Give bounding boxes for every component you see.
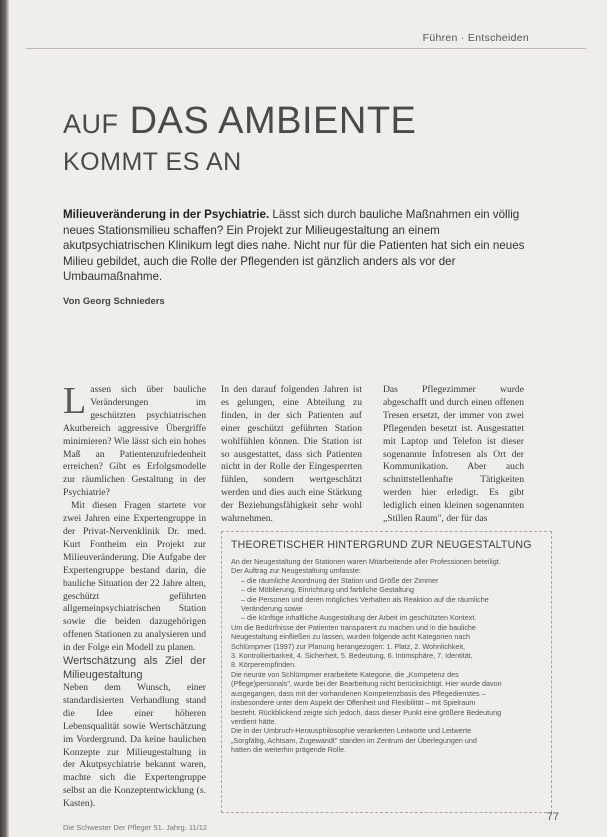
subheading: Wertschätzung als Ziel der Milieugestaltung [63, 655, 206, 681]
info-box-line: Um die Bedürfnisse der Patienten transparent zu machen und in die bauliche [231, 622, 476, 632]
info-box-line: Schlümpmer (1997) zur Planung herangezogen: 1. Platz, 2. Wohnlichkeit, [231, 641, 465, 651]
info-box-line: – die künftige inhaltliche Ausgestaltung der Arbeit im geschützten Kontext. [241, 613, 477, 623]
title-main: DAS AMBIENTE [129, 100, 417, 142]
info-box-line: Die neunte von Schlümpmer erarbeitete Kategorie, die „Kompetenz des [231, 669, 459, 679]
info-box-line: Neugestaltung einfließen zu lassen, wurden folgende acht Kategorien nach [231, 632, 470, 642]
info-box-line: Veränderung sowie [241, 604, 303, 614]
lead-text: Lässt sich durch bauliche Maßnahmen ein völlig neues Stationsmilieu schaffen? Ein Projekt zur Milieugestaltung an einem akutpsychiatrischen Klinikum legt dies nahe. Nicht nur für die Patienten hat sich ein neues Milieu gebildet, auch die Rolle der Pflegenden ist gänzlich anders als vor der Umbaumaßnahme. [63, 208, 525, 284]
info-box-line: „Sorgfältig, Achtsam, Zugewandt" standen im Zentrum der Überlegungen und [231, 735, 477, 745]
info-box-line: (Pflege)personals", wurde bei der Bearbeitung nicht berücksichtigt. Hier wurde davon [231, 679, 502, 689]
article-title [63, 100, 416, 143]
byline: Von Georg Schnieders [63, 296, 165, 307]
info-box-line: insbesondere unter dem Aspekt der Offenheit und Flexibilität – mit Spielraum [231, 698, 476, 708]
section-label: Führen · Entscheiden [422, 32, 529, 44]
col1-paragraph-3: Neben dem Wunsch, einer standardisierten Verhandlung stand die Idee einer höheren Lebensqualität sowie Wertschätzung im Vordergrund. Da keine baulichen Konzepte zur Milieugestaltung in der Akutpsychiatrie bekannt waren, machte sich die Expertengruppe selbst an die Konzeptentwicklung (s. Kasten). [63, 682, 206, 810]
info-box-line: hatten die weiterhin prägende Rolle. [231, 745, 347, 755]
column-2 [221, 384, 362, 526]
info-box-line: – die räumliche Anordnung der Station und Größe der Zimmer [241, 575, 439, 585]
page-number: 77 [546, 811, 559, 823]
dropcap: L [63, 380, 87, 422]
title-prefix: AUF [63, 109, 119, 139]
info-box-line: 8. Körperempfinden. [231, 660, 297, 670]
col2-paragraph-1: In den darauf folgenden Jahren ist es gelungen, eine Abteilung zu finden, in der sich Patienten auf einer geschützt geführten Station wohlfühlen können. Die Station ist so ausgestattet, dass sich Patienten nicht in der Rolle der Eingesperrten fühlen, sondern wertgeschätzt werden und dies auch eine Stärkung der Beziehungsfähigkeit sehr wohl wahrnehmen. [221, 384, 362, 525]
lead-bold: Milieuveränderung in der Psychiatrie. [63, 208, 270, 221]
footer-journal: Die Schwester Der Pfleger 51. Jahrg. 11/12 [63, 823, 208, 832]
header-rule [26, 48, 586, 49]
info-box-body [231, 557, 547, 755]
info-box-line: – die Möblierung, Einrichtung und farbliche Gestaltung [241, 585, 415, 595]
book-spine-shadow [0, 0, 9, 837]
info-box-line: Der Auftrag zur Neugestaltung umfasste: [231, 566, 361, 576]
lead-paragraph [63, 207, 528, 285]
col1-paragraph-1 [63, 380, 206, 500]
column-1 [63, 380, 206, 811]
info-box-line: ausgegangen, dass mit der vorhandenen Kompetenzbasis des Pflegedienstes – [231, 688, 486, 698]
column-3 [383, 384, 524, 526]
info-box-line: An der Neugestaltung der Stationen waren Mitarbeitende aller Professionen beteiligt. [231, 557, 501, 566]
info-box-line: besteht. Rückblickend zeigte sich jedoch, dass dieser Punkt eine größere Bedeutung [231, 707, 502, 717]
info-box-line: 3. Kontrollierbarkeit, 4. Sicherheit, 5. Bedeutung, 6. Intimsphäre, 7. Identität, [231, 651, 473, 661]
info-box-line: Die in der Umbruch-Herausphilosophie verankerten Leitworte und Leitwerte [231, 726, 472, 736]
article-title-line2: KOMMT ES AN [63, 148, 242, 176]
col3-paragraph-1: Das Pflegezimmer wurde abgeschafft und durch einen offenen Tresen ersetzt, der immer von zwei Pflegenden besetzt ist. Ausgestattet mit Laptop und Telefon ist dieser sogenannte Infotresen als Ort der Kommunikation. Aber auch schnittstellenhafte Tätigkeiten werden hier erledigt. Es gibt lediglich einen kleinen sogenannten „Stillen Raum", der für das [383, 384, 524, 525]
col1-p1-text: assen sich über bauliche Veränderungen im geschützten psychiatrischen Akutbereich aggressive Übergriffe minimieren? Wie lässt sich ein hohes Maß an Patientenzufriedenheit erreichen? Gibt es Erfolgsmodelle zur räumlichen Gestaltung in der Psychiatrie? [63, 384, 206, 499]
info-box-title: THEORETISCHER HINTERGRUND ZUR NEUGESTALTUNG [231, 539, 532, 551]
info-box-line: verdient hätte. [231, 716, 277, 726]
col1-paragraph-2: Mit diesen Fragen startete vor zwei Jahren eine Expertengruppe in der Privat-Nervenklinik Dr. med. Kurt Fontheim ein Projekt zur Milieuveränderung. Die Aufgabe der Expertengruppe bestand darin, die bauliche Situation der 22 Jahre alten, geschützt geführten allgemeinpsychiatrischen Station sowie die beiden dazugehörigen offenen Stationen zu analysieren und in der Folge ein Modell zu planen. [63, 500, 206, 654]
info-box-line: – die Personen und deren mögliches Verhalten als Reaktion auf die räumliche [241, 594, 489, 604]
